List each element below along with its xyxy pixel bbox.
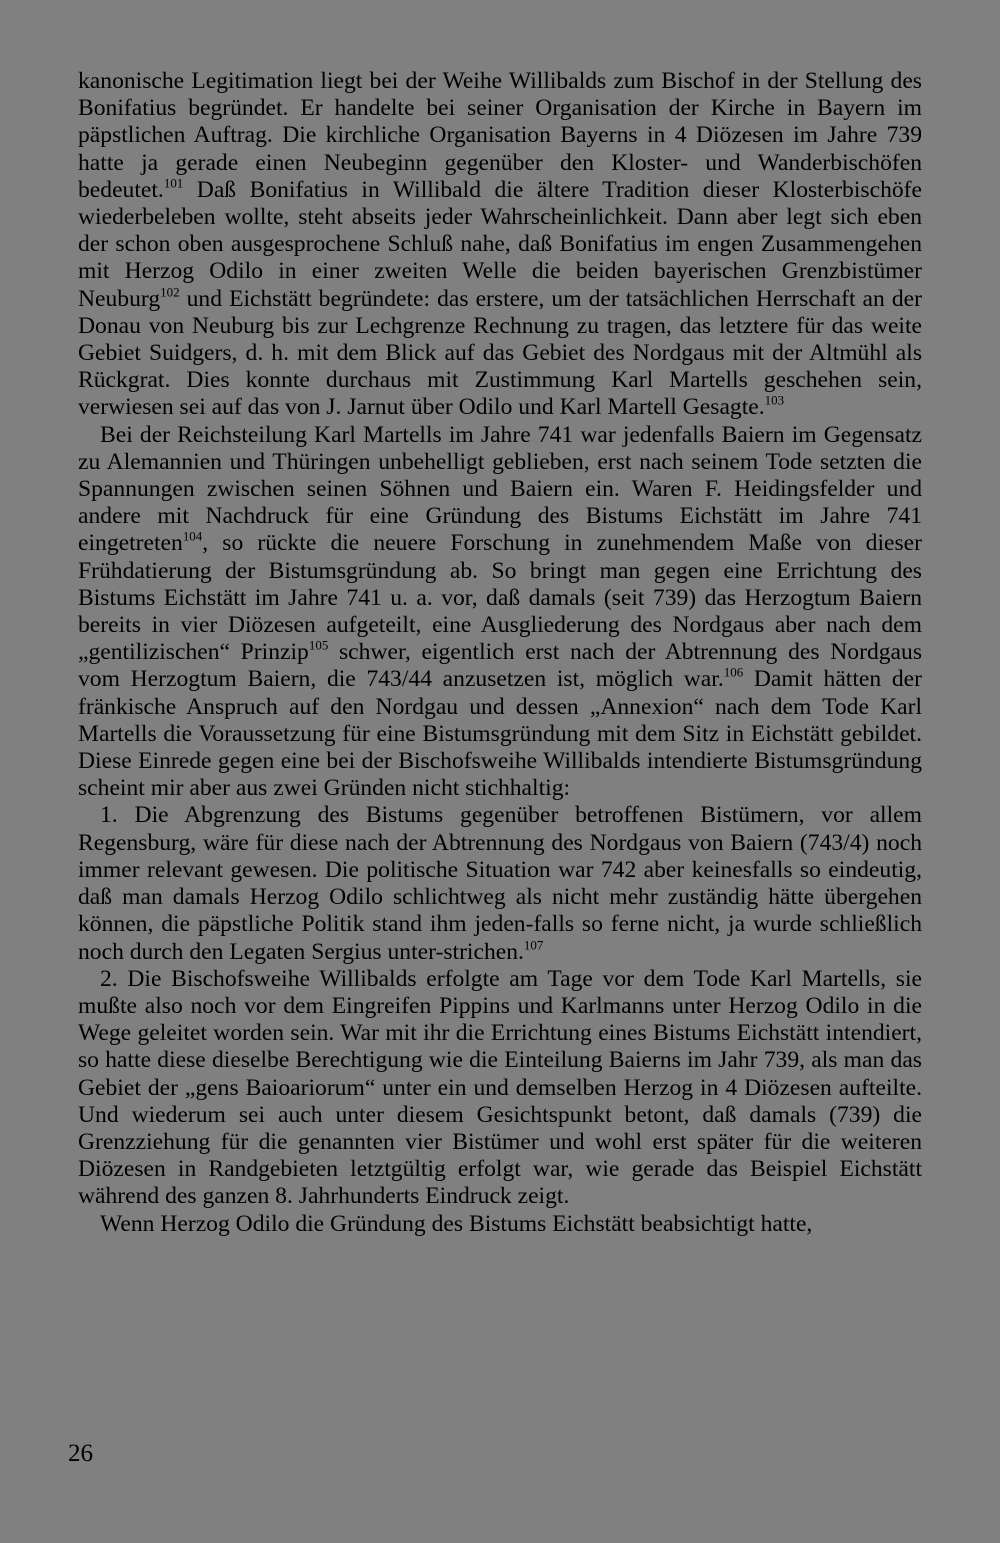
text-run: Bei der Reichsteilung Karl Martells im Jahre 741 war jedenfalls Baiern im Gegensatz zu Alemannien und Thüringen unbehelligt geblieben, erst nach seinem Tode setzten die Spannungen zwischen seinen Söhnen und Baiern ein. Waren F. Heidingsfelder und andere mit Nachdruck für eine Gründung des Bistums Eichstätt im Jahre 741 eingetreten (78, 421, 922, 557)
footnote-reference: 102 (160, 283, 180, 299)
text-run: Wenn Herzog Odilo die Gründung des Bistums Eichstätt beabsichtigt hatte, (100, 1210, 813, 1237)
text-run: kanonische Legitimation liegt bei der Weihe Willibalds zum Bischof in der Stellung des Bonifatius begründet. Er handelte bei seiner Organisation der Kirche in Bayern im päpstlichen Auftrag. Die kirchliche Organisation Bayerns in 4 Diözesen im Jahre 739 hatte ja gerade einen Neubeginn gegenüber den Kloster- und Wanderbischöfen bedeutet. (78, 68, 922, 203)
text-run: und Eichstätt begründete: das erstere, um der tatsächlichen Herrschaft an der Donau von Neuburg bis zur Lechgrenze Rechnung zu tragen, das letztere für das weite Gebiet Suidgers, d. h. mit dem Blick auf das Gebiet des Nordgaus mit der Altmühl als Rückgrat. Dies konnte durchaus mit Zustimmung Karl Martells geschehen sein, verwiesen sei auf das von J. Jarnut über Odilo und Karl Martell Gesagte. (78, 285, 922, 421)
footnote-reference: 106 (723, 664, 744, 680)
text-run: schwer, eigentlich erst nach der Abtrennung des Nordgaus vom Herzogtum Baiern, die 743/44 anzusetzen ist, möglich war. (78, 639, 923, 693)
paragraph (78, 68, 922, 422)
body-text (78, 68, 922, 1238)
text-run: , so rückte die neuere Forschung in zunehmendem Maße von dieser Frühdatierung der Bistumsgründung ab. So bringt man gegen eine Errichtung des Bistums Eichstätt im Jahre 741 u. a. vor, daß damals (seit 739) das Herzogtum Baiern bereits in vier Diözesen aufgeteilt, eine Ausgliederung des Nordgaus aber nach dem „gentilizischen“ Prinzip (78, 530, 922, 666)
text-run: 2. Die Bischofsweihe Willibalds erfolgte am Tage vor dem Tode Karl Martells, sie mußte also noch vor dem Eingreifen Pippins und Karlmanns unter Herzog Odilo in die Wege geleitet worden sein. War mit ihr die Errichtung eines Bistums Eichstätt intendiert, so hatte diese dieselbe Berechtigung wie die Einteilung Baierns im Jahr 739, als man das Gebiet der „gens Baioariorum“ unter ein und demselben Herzog in 4 Diözesen aufteilte. Und wiederum sei auch unter diesem Gesichtspunkt betont, daß damals (739) die Grenzziehung für die genannten vier Bistümer und wohl erst später für die weiteren Diözesen in Randgebieten letztgültig erfolgt war, wie gerade das Beispiel Eichstätt während des ganzen 8. Jahrhunderts Eindruck zeigt. (78, 965, 922, 1210)
footnote-reference: 104 (182, 528, 203, 544)
footnote-reference: 105 (308, 637, 329, 653)
page-number: 26 (68, 1440, 93, 1467)
text-run: Damit hätten der fränkische Anspruch auf den Nordgau und dessen „Annexion“ nach dem Tode Karl Martells die Voraussetzung für eine Bistumsgründung mit dem Sitz in Eichstätt gebildet. Diese Einrede gegen eine bei der Bischofsweihe Willibalds intendierte Bistumsgründung scheint mir aber aus zwei Gründen nicht stichhaltig: (78, 666, 922, 802)
footnote-reference: 103 (764, 392, 785, 408)
footnote-reference: 101 (163, 175, 184, 191)
footnote-reference: 107 (523, 936, 544, 952)
numbered-paragraph (78, 966, 922, 1211)
paragraph (78, 422, 922, 803)
text-run: 1. Die Abgrenzung des Bistums gegenüber betroffenen Bistümern, vor allem Regensburg, wäre für diese nach der Abtrennung des Nordgaus von Baiern (743/4) noch immer relevant gewesen. Die politische Situation war 742 aber keinesfalls so eindeutig, daß man damals Herzog Odilo schlichtweg als nicht mehr zuständig hätte übergehen können, die päpstliche Politik stand ihm jeden-falls so ferne nicht, ja wurde schließlich noch durch den Legaten Sergius unter-strichen. (78, 802, 922, 965)
paragraph (78, 1211, 922, 1238)
numbered-paragraph (78, 802, 922, 965)
text-run: Daß Bonifatius in Willibald die ältere Tradition dieser Klosterbischöfe wiederbeleben wollte, steht abseits jeder Wahrscheinlichkeit. Dann aber legt sich eben der schon oben ausgesprochene Schluß nahe, daß Bonifatius im engen Zusammengehen mit Herzog Odilo in einer zweiten Welle die beiden bayerischen Grenzbistümer Neuburg (78, 176, 922, 312)
